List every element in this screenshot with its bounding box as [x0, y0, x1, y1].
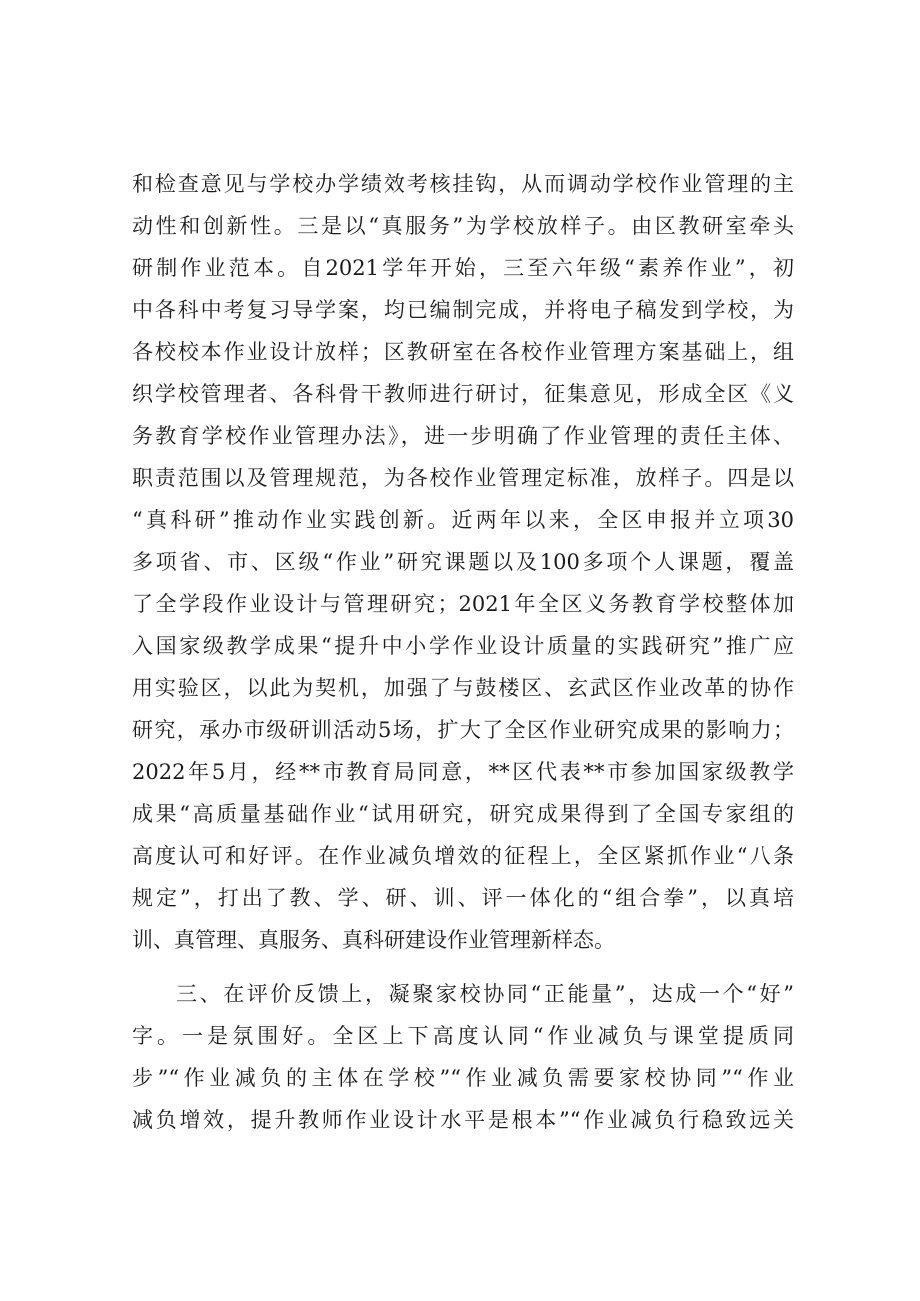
- text-line: 务教育学校作业管理办法》，进一步明确了作业管理的责任主体、: [132, 424, 794, 448]
- text-line: “真科研”推动作业实践创新。近两年以来，全区申报并立项30: [132, 508, 794, 532]
- text-line: 职责范围以及管理规范，为各校作业管理定标准，放样子。四是以: [132, 466, 794, 490]
- text-line: 研究，承办市级研训活动5场，扩大了全区作业研究成果的影响力；: [132, 718, 794, 742]
- text-line: 入国家级教学成果“提升中小学作业设计质量的实践研究”推广应: [132, 634, 794, 658]
- text-line: 字。一是氛围好。全区上下高度认同“作业减负与课堂提质同: [132, 1024, 794, 1048]
- text-line: 研制作业范本。自2021学年开始，三至六年级“素养作业”，初: [132, 256, 794, 280]
- text-line: 成果“高质量基础作业“试用研究，研究成果得到了全国专家组的: [132, 802, 794, 826]
- text-line: 高度认可和好评。在作业减负增效的征程上，全区紧抓作业“八条: [132, 844, 794, 868]
- text-line: 和检查意见与学校办学绩效考核挂钩，从而调动学校作业管理的主: [132, 172, 794, 196]
- text-line: 步”“作业减负的主体在学校”“作业减负需要家校协同”“作业: [132, 1066, 794, 1090]
- text-line: 减负增效，提升教师作业设计水平是根本”“作业减负行稳致远关: [132, 1108, 794, 1132]
- text-line: 织学校管理者、各科骨干教师进行研讨，征集意见，形成全区《义: [132, 382, 794, 406]
- text-line: 各校校本作业设计放样；区教研室在各校作业管理方案基础上，组: [132, 340, 794, 364]
- text-line: 了全学段作业设计与管理研究；2021年全区义务教育学校整体加: [132, 592, 794, 616]
- text-line: 规定”，打出了教、学、研、训、评一体化的“组合拳”，以真培: [132, 886, 794, 910]
- text-line: 用实验区，以此为契机，加强了与鼓楼区、玄武区作业改革的协作: [132, 676, 794, 700]
- text-line: 2022年5月，经**市教育局同意，**区代表**市参加国家级教学: [132, 760, 794, 784]
- text-line: 训、真管理、真服务、真科研建设作业管理新样态。: [132, 928, 615, 952]
- text-line: 动性和创新性。三是以“真服务”为学校放样子。由区教研室牵头: [132, 214, 794, 238]
- paragraph-first-line: 三、在评价反馈上，凝聚家校协同“正能量”，达成一个“好”: [176, 982, 794, 1006]
- text-line: 多项省、市、区级“作业”研究课题以及100多项个人课题，覆盖: [132, 550, 794, 574]
- text-line: 中各科中考复习导学案，均已编制完成，并将电子稿发到学校，为: [132, 298, 794, 322]
